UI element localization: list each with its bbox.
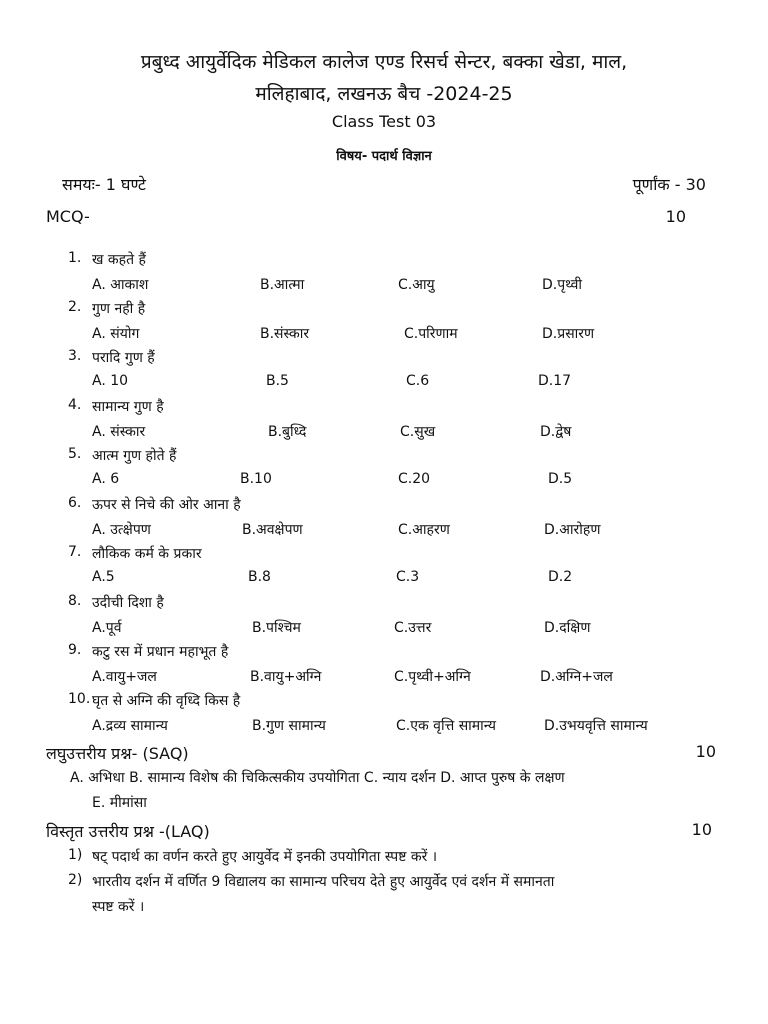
saq-marks: 10 <box>695 742 716 761</box>
laq-item-text-continued: स्पष्ट करें । <box>92 899 145 915</box>
laq-item-text: षट् पदार्थ का वर्णन करते हुए आयुर्वेद में इनकी उपयोगिता स्पष्ट करें । <box>92 849 438 865</box>
mcq-question-text: लौकिक कर्म के प्रकार <box>92 546 202 562</box>
mcq-question-number: 5. <box>68 446 82 462</box>
mcq-option-d: D.दक्षिण <box>544 620 591 636</box>
subject-title: विषय- पदार्थ विज्ञान <box>336 149 432 164</box>
mcq-option-b: B.8 <box>248 569 271 585</box>
college-name-line2: मलिहाबाद, लखनऊ बैच -2024-25 <box>255 83 513 105</box>
mcq-option-c: C.3 <box>396 569 420 585</box>
mcq-option-c: C.उत्तर <box>394 620 432 636</box>
mcq-question-text: उदीची दिशा है <box>92 595 164 611</box>
mcq-option-b: B.वायु+अग्नि <box>250 669 322 685</box>
mcq-option-d: D.2 <box>548 569 573 585</box>
mcq-option-b: B.पश्चिम <box>252 620 301 636</box>
mcq-question-number: 10. <box>68 691 91 707</box>
mcq-option-a: A.द्रव्य सामान्य <box>92 718 168 734</box>
mcq-option-d: D.5 <box>548 471 573 487</box>
mcq-question-number: 7. <box>68 544 82 560</box>
mcq-option-b: B.अवक्षेपण <box>242 522 303 538</box>
mcq-option-d: D.17 <box>538 373 572 389</box>
mcq-option-c: C.20 <box>398 471 431 487</box>
saq-topics-line1: A. अभिधा B. सामान्य विशेष की चिकित्सकीय उपयोगिता C. न्याय दर्शन D. आप्त पुरुष के लक्षण <box>70 770 565 786</box>
mcq-option-a: A. 10 <box>92 373 129 389</box>
mcq-question-number: 9. <box>68 642 82 658</box>
mcq-option-d: D.प्रसारण <box>542 326 595 342</box>
mcq-option-a: A.पूर्व <box>92 620 122 636</box>
mcq-option-d: D.द्वेष <box>540 424 572 440</box>
mcq-option-d: D.आरोहण <box>544 522 601 538</box>
mcq-option-a: A.5 <box>92 569 115 585</box>
mcq-question-number: 4. <box>68 397 82 413</box>
mcq-question-text: सामान्य गुण है <box>92 399 164 415</box>
mcq-option-a: A.वायु+जल <box>92 669 157 685</box>
mcq-option-b: B.10 <box>240 471 272 487</box>
mcq-option-a: A. 6 <box>92 471 120 487</box>
mcq-option-b: B.आत्मा <box>260 277 305 293</box>
laq-heading: विस्तृत उत्तरीय प्रश्न -(LAQ) <box>46 822 210 841</box>
mcq-option-c: C.एक वृत्ति सामान्य <box>396 718 497 734</box>
mcq-option-a: A. उत्क्षेपण <box>92 522 151 538</box>
mcq-option-b: B.5 <box>266 373 289 389</box>
mcq-question-number: 1. <box>68 250 82 266</box>
mcq-question-number: 8. <box>68 593 82 609</box>
mcq-option-c: C.6 <box>406 373 430 389</box>
mcq-option-c: C.सुख <box>400 424 436 440</box>
mcq-question-number: 6. <box>68 495 82 511</box>
laq-marks: 10 <box>691 820 712 839</box>
mcq-question-text: परादि गुण हैं <box>92 350 155 366</box>
mcq-option-a: A. संस्कार <box>92 424 146 440</box>
mcq-option-a: A. संयोग <box>92 326 140 342</box>
mcq-option-c: C.आहरण <box>398 522 450 538</box>
mcq-option-c: C.आयु <box>398 277 435 293</box>
mcq-question-text: आत्म गुण होते हैं <box>92 448 177 464</box>
mcq-marks: 10 <box>665 207 686 226</box>
mcq-question-text: ख कहते हैं <box>92 252 146 268</box>
college-name-line1: प्रबुध्द आयुर्वेदिक मेडिकल कालेज एण्ड रिसर्च सेन्टर, बक्का खेडा, माल, <box>140 51 628 73</box>
full-marks: पूर्णांक - 30 <box>632 175 706 194</box>
mcq-question-number: 2. <box>68 299 82 315</box>
time-allowed: समयः- 1 घण्टे <box>62 175 146 194</box>
mcq-option-d: D.अग्नि+जल <box>540 669 613 685</box>
laq-item-number: 1) <box>68 847 83 863</box>
laq-item-text: भारतीय दर्शन में वर्णित 9 विद्यालय का सामान्य परिचय देते हुए आयुर्वेद एवं दर्शन में समानता <box>92 874 555 890</box>
mcq-question-text: ऊपर से निचे की ओर आना है <box>92 497 241 513</box>
laq-item-number: 2) <box>68 872 83 888</box>
mcq-question-text: गुण नही है <box>92 301 146 317</box>
test-title: Class Test 03 <box>331 112 437 131</box>
mcq-option-c: C.पृथ्वी+अग्नि <box>394 669 471 685</box>
mcq-option-b: B.बुध्दि <box>268 424 307 440</box>
mcq-option-b: B.संस्कार <box>260 326 310 342</box>
saq-heading: लघुउत्तरीय प्रश्न- (SAQ) <box>46 744 189 763</box>
mcq-option-c: C.परिणाम <box>404 326 458 342</box>
mcq-option-d: D.पृथ्वी <box>542 277 582 293</box>
mcq-question-number: 3. <box>68 348 82 364</box>
mcq-heading: MCQ- <box>46 207 90 226</box>
mcq-question-text: कटु रस में प्रधान महाभूत है <box>92 644 229 660</box>
mcq-question-text: घृत से अग्नि की वृध्दि किस है <box>92 693 241 709</box>
mcq-option-b: B.गुण सामान्य <box>252 718 326 734</box>
saq-topics-line2: E. मीमांसा <box>92 795 147 811</box>
mcq-option-a: A. आकाश <box>92 277 149 293</box>
mcq-option-d: D.उभयवृत्ति सामान्य <box>544 718 648 734</box>
